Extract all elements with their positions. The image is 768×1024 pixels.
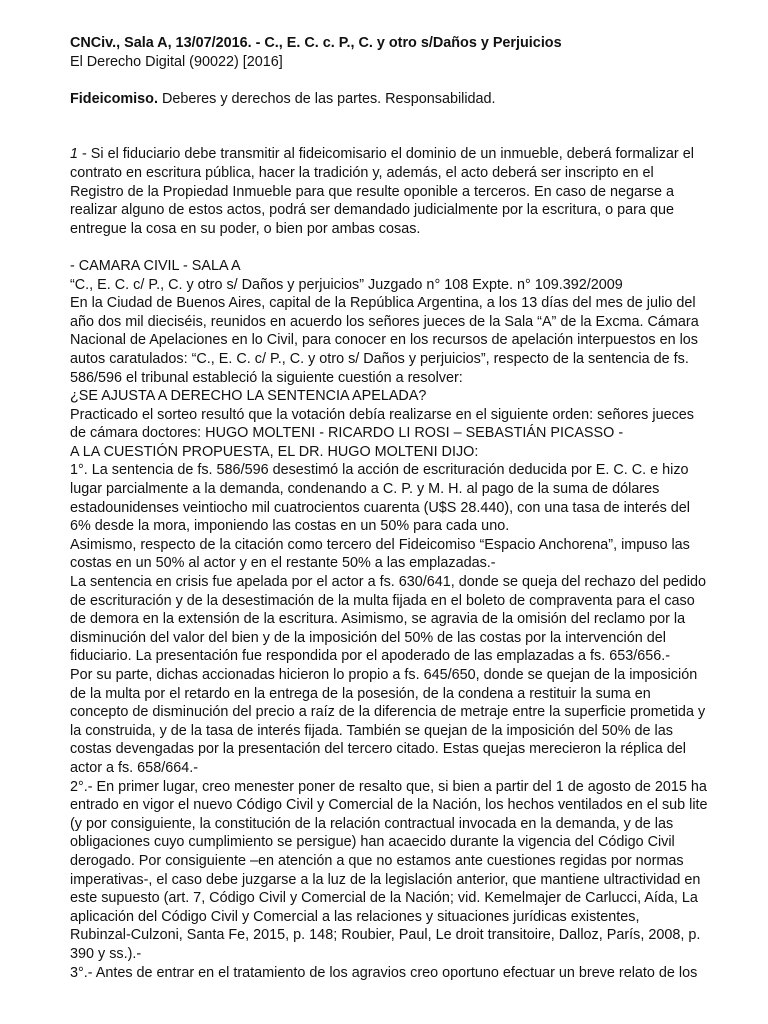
spacer: [70, 238, 700, 257]
vote-heading: A LA CUESTIÓN PROPUESTA, EL DR. HUGO MOLTENI DIJO:: [70, 443, 479, 460]
body-text-line: actor a fs. 658/664.-: [70, 759, 198, 776]
topic-description: Deberes y derechos de las partes. Responsabilidad.: [157, 90, 496, 107]
body-text-line: La sentencia en crisis fue apelada por el actor a fs. 630/641, donde se queja del rechazo del pedido: [70, 574, 707, 591]
citation-title: CNCiv., Sala A, 13/07/2016. - C., E. C. c. P., C. y otro s/Daños y Perjuicios: [70, 35, 562, 51]
case-caption: “C., E. C. c/ P., C. y otro s/ Daños y perjuicios” Juzgado n° 108 Expte. n° 109.392/2009: [70, 276, 623, 293]
body-text-line: costas en un 50% al actor y en el restante 50% a las emplazadas.-: [70, 555, 496, 572]
question-heading: ¿SE AJUSTA A DERECHO LA SENTENCIA APELADA?: [70, 388, 427, 405]
source-line: El Derecho Digital (90022) [2016]: [70, 53, 283, 70]
body-text-line: 1°. La sentencia de fs. 586/596 desestimó la acción de escrituración deducida por E. C. C. e hizo: [70, 462, 689, 479]
body-text-line: 6% desde la mora, imponiendo las costas en un 50% para cada uno.: [70, 518, 510, 535]
body-text-line: costas devengadas por la presentación del tercero citado. Estas quejas merecieron la réplica del: [70, 741, 686, 758]
body-text-line: autos caratulados: “C., E. C. c/ P., C. y otro s/ Daños y perjuicios”, respecto de la sentencia de fs.: [70, 350, 689, 367]
body-text-line: fiduciario. La presentación fue respondida por el apoderado de las emplazadas a fs. 653/656.-: [70, 648, 671, 665]
body-text-line: 2°.- En primer lugar, creo menester poner de resalto que, si bien a partir del 1 de agosto de 2015 ha: [70, 778, 707, 795]
body-text-line: de demora en la extensión de la escritura. Asimismo, se agravia de la omisión del reclamo por la: [70, 611, 686, 628]
summary-line: [70, 145, 700, 164]
body-text-line: derogado. Por consiguiente –en atención a que no estamos ante cuestiones regidas por normas: [70, 852, 684, 869]
body-text-line: aplicación del Código Civil y Comercial a las relaciones y situaciones jurídicas existentes,: [70, 908, 640, 925]
body-text-line: la construida, y de la tasa de interés fijada. También se quejan de la imposición del 50% de las: [70, 722, 673, 739]
body-text-line: este supuesto (art. 7, Código Civil y Comercial de la Nación; vid. Kemelmajer de Carlucci, Aída, La: [70, 890, 698, 907]
spacer: [70, 108, 700, 145]
topic-keyword: Fideicomiso.: [70, 90, 158, 107]
body-text-line: estadounidenses veintiocho mil cuatrocientos cuarenta (U$S 28.440), con una tasa de interés del: [70, 499, 690, 516]
body-text-line: de la multa por el retardo en la entrega de la posesión, de la condena a restituir la suma en: [70, 685, 651, 702]
body-text-line: de cámara doctores: HUGO MOLTENI - RICARDO LI ROSI – SEBASTIÁN PICASSO -: [70, 425, 624, 442]
body-text-line: de escrituración y de la desestimación de la multa fijada en el boleto de compraventa para el caso: [70, 592, 695, 609]
body-text-line: año dos mil dieciséis, reunidos en acuerdo los señores jueces de la Sala “A” de la Excma. Cámara: [70, 313, 699, 330]
summary-number: 1: [70, 146, 79, 163]
summary-line: entregue la cosa en su poder, o bien por ambas cosas.: [70, 220, 421, 237]
body-text-line: 3°.- Antes de entrar en el tratamiento de los agravios creo oportuno efectuar un breve relato de los: [70, 964, 698, 981]
summary-line: Registro de la Propiedad Inmueble para que resulte oponible a terceros. En caso de negarse a: [70, 183, 674, 200]
body-text-line: Por su parte, dichas accionadas hicieron lo propio a fs. 645/650, donde se quejan de la imposición: [70, 667, 698, 683]
summary-text: - Si el fiduciario debe transmitir al fideicomisario el dominio de un inmueble, deberá formalizar el: [78, 146, 694, 163]
topic-line: [70, 90, 700, 109]
body-text-line: En la Ciudad de Buenos Aires, capital de la República Argentina, a los 13 días del mes de julio del: [70, 295, 696, 312]
summary-line: realizar alguno de estos actos, podrá ser demandado judicialmente por la escritura, o para que: [70, 202, 674, 219]
spacer: [70, 71, 700, 90]
body-text-line: disminución del valor del bien y de la imposición del 50% de las costas por la intervención del: [70, 629, 666, 646]
body-text-line: imperativas-, el caso debe juzgarse a la luz de la legislación anterior, que mantiene ultractividad en: [70, 871, 701, 888]
body-text-line: (y por consiguiente, la constitución de la relación contractual invocada en la demanda, y de las: [70, 815, 674, 832]
court-heading: - CAMARA CIVIL - SALA A: [70, 257, 241, 274]
body-text-line: 390 y ss.).-: [70, 945, 142, 962]
body-text-line: concepto de disminución del precio a raíz de la diferencia de metraje entre la superficie prometida y: [70, 704, 706, 721]
body-text-line: entrado en vigor el nuevo Código Civil y Comercial de la Nación, los hechos ventilados en el sub lite: [70, 797, 708, 814]
body-text-line: Practicado el sorteo resultó que la votación debía realizarse en el siguiente orden: señores jueces: [70, 406, 694, 423]
body-text-line: obligaciones cuyo cumplimiento se persigue) han acaecido durante la vigencia del Código Civil: [70, 834, 675, 851]
document-page: [70, 34, 708, 982]
body-text-line: 586/596 el tribunal estableció la siguiente cuestión a resolver:: [70, 369, 463, 386]
summary-line: contrato en escritura pública, hacer la tradición y, además, el acto deberá ser inscripto en el: [70, 164, 654, 181]
body-text-line: lugar parcialmente a la demanda, condenando a C. P. y M. H. al pago de la suma de dólares: [70, 481, 660, 498]
body-text-line: Rubinzal-Culzoni, Santa Fe, 2015, p. 148; Roubier, Paul, Le droit transitoire, Dalloz, París, 2008, p.: [70, 927, 701, 944]
body-text-line: Asimismo, respecto de la citación como tercero del Fideicomiso “Espacio Anchorena”, impuso las: [70, 536, 690, 553]
body-text-line: Nacional de Apelaciones en lo Civil, para conocer en los recursos de apelación interpuestos en los: [70, 332, 698, 349]
